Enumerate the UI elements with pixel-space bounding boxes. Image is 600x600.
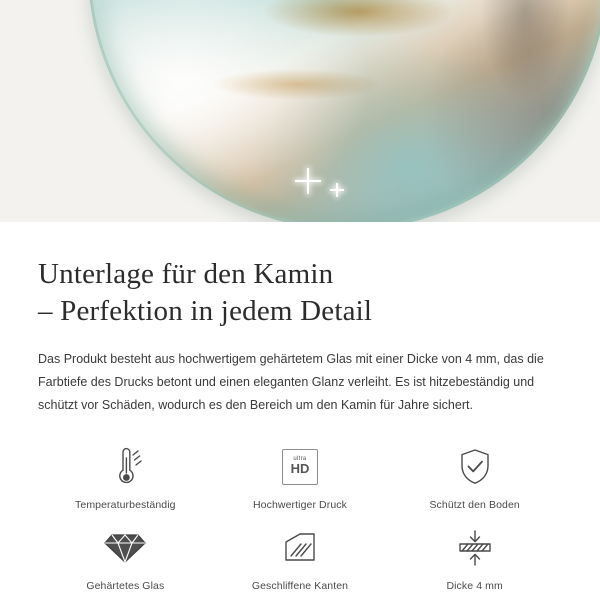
polished-edges-icon [280, 525, 320, 571]
feature-item-polished-edges [213, 525, 388, 592]
thermometer-icon [105, 444, 145, 490]
hero-image [0, 0, 600, 222]
feature-label: Geschliffene Kanten [251, 579, 349, 592]
thickness-arrows-icon [454, 525, 496, 571]
shield-check-icon [456, 444, 494, 490]
glass-plate-image [88, 0, 600, 222]
page-title [38, 256, 562, 330]
ultra-hd-badge-main: HD [290, 461, 310, 477]
product-description: Das Produkt besteht aus hochwertigem gehärtetem Glas mit einer Dicke von 4 mm, das die Farbtiefe des Drucks betont und einen eleganten Glanz verleiht. Es ist hitzebeständig und schützt vor Schäden, wodurch es den Bereich um den Kamin für Jahre sichert. [38, 352, 544, 413]
feature-label: Dicke 4 mm [446, 579, 503, 592]
page-title-line-1: Unterlage für den Kamin [38, 258, 334, 290]
glass-plate-rim [88, 0, 600, 222]
feature-label: Temperaturbeständig [75, 498, 176, 511]
diamond-icon [103, 525, 147, 571]
page-title-line-2: – Perfektion in jedem Detail [38, 295, 373, 328]
feature-item-tempered-glass [38, 525, 213, 592]
ultra-hd-badge-top: ultra [293, 456, 307, 463]
feature-label: Gehärtetes Glas [86, 579, 165, 592]
feature-item-thickness [387, 525, 562, 592]
content-block [0, 222, 600, 592]
feature-grid [38, 444, 562, 592]
feature-item-floor-protection [387, 444, 562, 511]
ultra-hd-icon [282, 444, 318, 490]
feature-label: Hochwertiger Druck [252, 498, 347, 511]
feature-item-temperature [38, 444, 213, 511]
feature-label: Schützt den Boden [429, 498, 520, 511]
feature-item-print-quality [213, 444, 388, 511]
